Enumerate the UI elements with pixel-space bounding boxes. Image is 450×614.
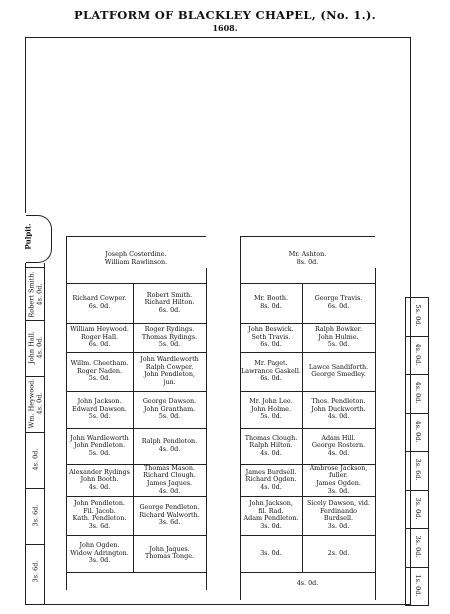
pew-cell-right bbox=[134, 438, 205, 453]
pew-line: Roger Rydings. bbox=[144, 325, 195, 334]
side-pew-price: 4s. 0d. bbox=[35, 336, 44, 359]
pew-line: 6s. 0d. bbox=[260, 340, 282, 349]
pew-line: jun. bbox=[163, 378, 176, 387]
pew-row-rail bbox=[240, 572, 375, 573]
pew-line: Lawce Sandiforth. bbox=[308, 362, 369, 371]
pew-cell-right bbox=[303, 500, 374, 530]
pew-line: Seth Travis. bbox=[251, 332, 291, 341]
pew-line: 6s. 0d. bbox=[327, 301, 350, 310]
pew-line: 8s. 0d. bbox=[296, 257, 319, 266]
east-pew-price: 1s. 0d. bbox=[413, 574, 422, 597]
pew-cell-right bbox=[303, 295, 374, 310]
side-pew-price: 4s. 0d. bbox=[35, 392, 44, 415]
pew-cell-left bbox=[241, 398, 301, 421]
pew-cell-right bbox=[134, 326, 205, 349]
pew-line: John Hulme. bbox=[318, 332, 359, 341]
pew-line: George Smedley. bbox=[311, 370, 366, 379]
pew-line: 5s. 0d. bbox=[88, 448, 111, 457]
pew-cell-right bbox=[134, 292, 205, 315]
pew-line: fil. Rad. bbox=[258, 506, 284, 515]
pew-line: William Rawlinson. bbox=[104, 257, 168, 266]
pew-line: Edward Dawson. bbox=[72, 404, 127, 413]
pew-cell-right bbox=[303, 550, 374, 558]
pew-line: 6s. 0d. bbox=[88, 340, 111, 349]
pew-cell-right bbox=[303, 435, 374, 458]
side-pew-divider bbox=[44, 263, 45, 605]
pew-line: Kath. Pendleton. bbox=[72, 514, 127, 523]
pew-cell-left bbox=[241, 435, 301, 458]
pew-row-rail bbox=[66, 535, 206, 536]
side-pew-price: 3s. 6d. bbox=[31, 560, 40, 583]
pew-line: George Dawson. bbox=[142, 397, 197, 406]
pew-line: 3s. 0d. bbox=[260, 522, 282, 531]
block-top-rail bbox=[66, 236, 206, 237]
pew-line: Ambrose Jackson, bbox=[309, 463, 368, 472]
pew-line: 3s. 6d. bbox=[88, 522, 111, 531]
pew-line: Fil. Jacob. bbox=[83, 506, 116, 515]
pew-line: Robert Smith. bbox=[146, 290, 193, 299]
west-wall-upper bbox=[25, 37, 26, 213]
pew-footer bbox=[240, 580, 375, 588]
pew-line: 5s. 0d. bbox=[158, 340, 181, 349]
pew-line: 8s. 0d. bbox=[260, 301, 282, 310]
pew-cell-right bbox=[134, 546, 205, 561]
pew-line: 6s. 0d. bbox=[260, 374, 282, 383]
pew-line: Ferdinando bbox=[319, 506, 358, 515]
pew-line: 4s. 0d. bbox=[327, 448, 350, 457]
pew-row-rail bbox=[66, 283, 206, 284]
pew-row-rail bbox=[240, 535, 375, 536]
pew-line: 5s. 0d. bbox=[327, 340, 350, 349]
pew-row-rail bbox=[66, 496, 206, 497]
pew-cell-right bbox=[134, 465, 205, 495]
pew-line: Thomas Clough. bbox=[244, 433, 298, 442]
pew-row-rail bbox=[66, 323, 206, 324]
pew-cell-left bbox=[67, 500, 132, 530]
pew-cell-right bbox=[303, 326, 374, 349]
pew-line: 4s. 0d. bbox=[158, 486, 181, 495]
pew-line: 3s. 0d. bbox=[327, 522, 350, 531]
east-pew-price: 3s. 0d. bbox=[413, 535, 422, 558]
pew-line: 5s. 0d. bbox=[88, 412, 111, 421]
pew-line: Richard Ogden. bbox=[245, 475, 297, 484]
pew-line: John Wardleworth bbox=[70, 433, 129, 442]
pew-line: Richard Hilton. bbox=[144, 298, 195, 307]
pew-cell-right bbox=[303, 465, 374, 495]
page-title: PLATFORM OF BLACKLEY CHAPEL, (No. 1.). bbox=[74, 8, 376, 22]
east-pew-separator bbox=[405, 605, 429, 606]
pew-line: Roger Hall. bbox=[80, 332, 119, 341]
pew-cell-left bbox=[241, 360, 301, 383]
pew-line: 6s. 0d. bbox=[158, 305, 181, 314]
pew-line: 3s. 0d. bbox=[260, 548, 282, 557]
pew-line: Thomas Tonge. bbox=[144, 552, 195, 561]
pew-line: John Pendleton. bbox=[73, 499, 126, 508]
pew-line: Thomas Mason. bbox=[143, 463, 196, 472]
side-pew-name: Robert Smith. bbox=[27, 271, 36, 318]
pew-line: Joseph Costerdine. bbox=[105, 250, 167, 258]
pew-cell-left bbox=[67, 435, 132, 458]
pew-line: 4s. 0d. bbox=[296, 579, 319, 587]
pew-line: 4s. 0d. bbox=[260, 448, 282, 457]
pew-line: Burdsell. bbox=[323, 514, 354, 523]
pew-line: Roger Naden. bbox=[76, 366, 123, 375]
pew-cell-right bbox=[134, 356, 205, 386]
pew-line: Mr. Booth. bbox=[253, 294, 289, 303]
pew-line: Ralph Bowker. bbox=[314, 325, 363, 334]
pew-line: Widow Adrington. bbox=[70, 548, 129, 557]
pew-line: 4s. 0d. bbox=[260, 482, 282, 491]
pew-line: James Jaques. bbox=[146, 478, 193, 487]
pew-line: John Booth. bbox=[80, 475, 119, 484]
pew-cell-left bbox=[67, 469, 132, 492]
west-wall-lower bbox=[25, 263, 26, 605]
pew-line: Lawrance Gaskell. bbox=[241, 366, 301, 375]
east-pew-price: 4s. 0d. bbox=[413, 381, 422, 404]
pew-line: Ralph Pendleton. bbox=[141, 437, 198, 446]
pew-line: James Ogden. bbox=[316, 478, 361, 487]
pew-cell-left bbox=[67, 326, 132, 349]
pew-cell-left bbox=[241, 326, 301, 349]
pew-line: 3s. 0d. bbox=[88, 556, 111, 565]
pew-line: 4s. 0d. bbox=[327, 412, 350, 421]
pew-cell-right bbox=[303, 364, 374, 379]
pew-cell-right bbox=[303, 398, 374, 421]
side-pew-price: 4s. 0d. bbox=[31, 448, 40, 471]
side-pew-name: Wm. Heywood. bbox=[27, 378, 36, 429]
pew-line: John Wardleworth bbox=[140, 355, 199, 364]
pew-line: George Travis. bbox=[314, 294, 363, 303]
east-pew-price: 3s. 6d. bbox=[413, 458, 422, 481]
side-pew-price: 4s. 0d. bbox=[35, 283, 44, 306]
pew-line: Adam Hill. bbox=[321, 433, 356, 442]
pew-line: 5s. 0d. bbox=[88, 374, 111, 383]
pew-line: Mr. John Lee. bbox=[249, 397, 293, 406]
block-top-rail bbox=[240, 236, 375, 237]
pew-line: Adam Pendleton. bbox=[243, 514, 299, 523]
pew-cell-left bbox=[241, 550, 301, 558]
page-year: 1608. bbox=[212, 23, 238, 33]
pew-cell-right bbox=[134, 398, 205, 421]
pew-line: Thos. Pendleton. bbox=[311, 397, 366, 406]
pew-line: Mr. Ashton. bbox=[288, 250, 327, 258]
pew-line: John Ogden. bbox=[79, 541, 120, 550]
pulpit-label: Pulpit. bbox=[23, 223, 33, 250]
pew-line: Willm. Cheetham. bbox=[70, 359, 129, 368]
pew-line: John Duckworth. bbox=[311, 404, 366, 413]
side-pew-name: John Hall. bbox=[27, 331, 36, 364]
pew-row-rail bbox=[66, 428, 206, 429]
pew-row-rail bbox=[240, 323, 375, 324]
pew-line: 5s. 0d. bbox=[158, 412, 181, 421]
pew-row-rail bbox=[66, 391, 206, 392]
pew-line: John Holme. bbox=[250, 404, 291, 413]
pew-row-rail bbox=[240, 496, 375, 497]
pew-line: John Jaques. bbox=[149, 544, 190, 553]
pew-line: Ralph Cowper. bbox=[145, 362, 194, 371]
pew-line: William Heywood. bbox=[70, 325, 129, 334]
pew-row-rail bbox=[240, 428, 375, 429]
pew-line: 5s. 0d. bbox=[260, 412, 282, 421]
pew-line: Richard Cowper. bbox=[72, 294, 127, 303]
block-right-rail bbox=[375, 268, 376, 600]
pew-line: John Jackson. bbox=[77, 397, 122, 406]
pew-cell-left bbox=[67, 360, 132, 383]
pew-line: John Pendleton. bbox=[73, 441, 126, 450]
pew-line: John Beswick. bbox=[248, 325, 294, 334]
pew-header bbox=[240, 251, 375, 266]
pew-line: John Jackson, bbox=[249, 499, 293, 508]
block-right-rail bbox=[206, 268, 207, 590]
pew-cell-left bbox=[241, 500, 301, 530]
pew-line: George Pendleton. bbox=[139, 503, 200, 512]
pew-line: John Pendleton, bbox=[143, 370, 196, 379]
pew-row-rail bbox=[66, 572, 206, 573]
pew-line: Richard Clough. bbox=[143, 471, 196, 480]
pew-line: Thomas Rydings. bbox=[141, 332, 198, 341]
pew-line: Sicely Dawson, vid. bbox=[307, 499, 370, 508]
pew-line: 2s. 0d. bbox=[327, 548, 350, 557]
pew-line: James Burdsell. bbox=[245, 467, 297, 476]
pew-cell-left bbox=[241, 295, 301, 310]
pew-row-rail bbox=[240, 391, 375, 392]
pew-line: Richard Walworth. bbox=[139, 510, 200, 519]
side-pew-price: 3s. 6d. bbox=[31, 504, 40, 527]
pew-line: 6s. 0d. bbox=[88, 301, 111, 310]
pew-cell-left bbox=[67, 542, 132, 565]
pew-cell-left bbox=[241, 469, 301, 492]
pew-row-rail bbox=[66, 352, 206, 353]
east-pew-price: 5s. 0d. bbox=[413, 304, 422, 327]
east-pew-price: 4s. 0d. bbox=[413, 420, 422, 443]
pew-cell-left bbox=[67, 295, 132, 310]
east-pew-price: 3s. 0d. bbox=[413, 497, 422, 520]
pew-line: 3s. 6d. bbox=[158, 518, 181, 527]
pew-line: George Rostern. bbox=[311, 441, 366, 450]
pew-line: 4s. 0d. bbox=[88, 482, 111, 491]
pew-line: 3s. 0d. bbox=[327, 486, 350, 495]
pew-line: 4s. 0d. bbox=[158, 444, 181, 453]
pew-line: Ralph Hilton. bbox=[249, 441, 293, 450]
pew-row-rail bbox=[240, 352, 375, 353]
pew-line: Alexander Rydings bbox=[69, 467, 130, 476]
pew-row-rail bbox=[240, 283, 375, 284]
pew-header bbox=[66, 251, 206, 266]
pew-line: John Grantham. bbox=[143, 404, 196, 413]
pew-line: fuller. bbox=[329, 471, 348, 480]
pew-line: Mr. Paget. bbox=[254, 359, 288, 368]
pew-cell-right bbox=[134, 504, 205, 527]
pew-cell-left bbox=[67, 398, 132, 421]
east-pew-price: 4s. 0d. bbox=[413, 343, 422, 366]
